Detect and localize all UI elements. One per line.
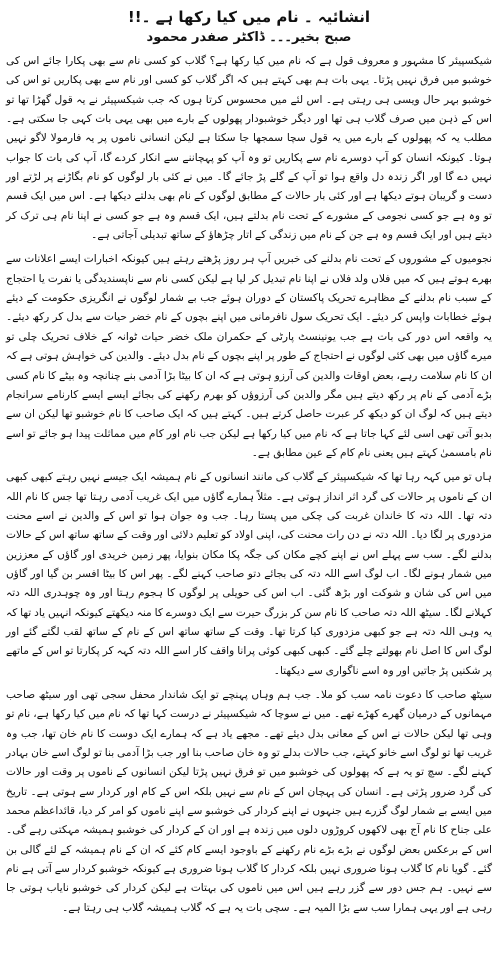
article-paragraph: سیٹھ صاحب کا دعوت نامہ سب کو ملا۔ جب ہم وہاں پہنچے تو ایک شاندار محفل سجی تھی اور سیٹھ صاحب مہمانوں کے درمیان گھرے کھڑے تھے۔ میں نے سوچا کہ شیکسپیئر نے درست کہا تھا کہ نام میں کیا رکھا ہے، نام تو وہی تھا لیکن حالات نے اس کے معانی بدل دیئے تھے۔ مجھے یاد ہے کہ ہمارے ایک دوست کا نام خان تھا، جب وہ غریب تھا تو لوگ اسے خانو کہتے، جب حالات بدلے تو وہ خان صاحب بنا اور جب بڑا آدمی بنا تو لوگ اسے خان بہادر کہنے لگے۔ سچ تو یہ ہے کہ پھولوں کی خوشبو میں تو فرق نہیں پڑتا لیکن انسانوں کے ناموں پر وقت اور حالات کی گرد ضرور پڑتی ہے۔ انسان کی پہچان اس کے نام سے نہیں بلکہ اس کے کام اور کردار سے ہوتی ہے۔ تاریخ میں ایسے بے شمار لوگ گزرے ہیں جنہوں نے اپنے کردار کی خوشبو سے اپنے ناموں کو امر کر دیا، قائداعظم محمد علی جناح کا نام آج بھی لاکھوں کروڑوں دلوں میں زندہ ہے اور ان کے کردار کی خوشبو ہمیشہ مہکتی رہے گی۔ اس کے برعکس بعض لوگوں نے بڑے بڑے نام رکھنے کے باوجود ایسے کام کئے کہ ان کے نام ہمیشہ کے لئے گالی بن گئے۔ گویا نام کا گلاب ہونا ضروری نہیں بلکہ کردار کا گلاب ہونا ضروری ہے کیونکہ خوشبو کردار سے آتی ہے نام سے نہیں۔ ہم جس دور سے گزر رہے ہیں اس میں ناموں کی بہتات ہے لیکن کردار کی خوشبو نایاب ہوتی جا رہی ہے اور یہی ہمارا سب سے بڑا المیہ ہے۔ سچی بات یہ ہے کہ گلاب ہمیشہ گلاب ہی رہتا ہے۔ <box>6 689 492 914</box>
article-byline: صبح بخیر۔۔۔ ڈاکٹر صفدر محمود <box>146 30 352 45</box>
article-paragraph: نجومیوں کے مشوروں کے تحت نام بدلنے کی خبریں آپ ہر روز پڑھتے رہتے ہیں کیونکہ اخبارات ایسے اعلانات سے بھرے ہوتے ہیں کہ میں فلاں ولد فلاں نے اپنا نام تبدیل کر لیا ہے لیکن کسی نام سے ناپسندیدگی یا نفرت یا احتجاج کے سبب نام بدلنے کے مظاہرے تحریک پاکستان کے دوران ہوئے جب بے شمار لوگوں نے انگریزی حکومت کے دیئے ہوئے خطابات واپس کر دیئے۔ ایک تحریک سول نافرمانی میں اپنے بچوں کے نام خضر حیات سے بدل کر رکھ دیئے۔ یہ واقعہ اس دور کی بات ہے جب یونینسٹ پارٹی کے حکمران ملک خضر حیات ٹوانہ کے خلاف تحریک چلی تو میرے گاؤں میں بھی کئی لوگوں نے احتجاج کے طور پر اپنے بچوں کے نام بدل دیئے۔ والدین کی خواہش ہوتی ہے کہ ان کا نام سلامت رہے، بعض اوقات والدین کی آرزو ہوتی ہے کہ ان کا بیٹا بڑا آدمی بنے چنانچہ وہ بیٹے کا نام کسی بڑے آدمی کے نام پر رکھ دیتے ہیں مگر والدین کی آرزوؤں کو بھرم رکھنے کی بجائے ایسے ایسے کارنامے سرانجام دیتے ہیں کہ لوگ ان کو دیکھ کر عبرت حاصل کرتے ہیں۔ کہتے ہیں کہ ایک صاحب کا نام خوشبو تھا لیکن ان سے بدبو آتی تھی اسی لئے کہا جاتا ہے کہ نام میں کیا رکھا ہے لیکن جب نام اور کام میں مماثلت پیدا ہو جائے تو اسے نام بامسمیٰ کہتے ہیں یعنی نام کام کے عین مطابق ہے۔ <box>6 253 492 459</box>
article-title: انشائیہ ۔ نام میں کیا رکھا ہے ۔!! <box>127 8 371 26</box>
article-paragraph: شیکسپیئر کا مشہور و معروف قول ہے کہ نام میں کیا رکھا ہے؟ گلاب کو کسی نام سے بھی پکارا جائے اس کی خوشبو میں فرق نہیں پڑتا۔ یہی بات ہم بھی کہتے ہیں کہ اگر گلاب کو کسی اور نام سے بھی پکاریں تو اس کی خوشبو بہر حال ویسی ہی رہتی ہے۔ اس لئے میں محسوس کرتا ہوں کہ جب شیکسپیئر نے یہ قول گھڑا تھا تو اس کے ذہن میں صرف گلاب ہی تھا اور دیگر خوشبودار پھولوں کے بارے میں بھی یہی بات کہی جا سکتی ہے۔ مطلب یہ کہ پھولوں کے بارے میں یہ قول سچا سمجھا جا سکتا ہے لیکن انسانی ناموں پر یہ فارمولا لاگو نہیں ہوتا۔ کیونکہ انسان کو آپ دوسرے نام سے پکاریں تو وہ آپ کو پہچاننے سے انکار کردے گا، آپ کی بات کا جواب نہیں دے گا اور اگر زندہ دل واقع ہوا تو آپ کے گلے پڑ جائے گا۔ میں نے کئی بار لوگوں کو نام بگاڑنے پر لڑتے اور دست و گریبان ہوتے دیکھا ہے اور کئی بار حالات کے مطابق لوگوں کے نام بھی بدلتے دیکھا ہے۔ اس میں ایک قسم تو وہ ہے جو کسی نجومی کے مشورے کے تحت نام بدلتے ہیں، ایک قسم وہ ہے جو کسی نے اپنا نام ہی ترک کر دیتے ہیں اور ایک قسم وہ ہے جن کے نام میں زندگی کے اتار چڑھاؤ کے ساتھ تبدیلی آجاتی ہے۔ <box>6 55 492 242</box>
article-paragraph: ہاں تو میں کہہ رہا تھا کہ شیکسپیئر کے گلاب کی مانند انسانوں کے نام ہمیشہ ایک جیسے نہیں رہتے کبھی کبھی ان کے ناموں پر حالات کی گرد اثر انداز ہوتی ہے۔ مثلاً ہمارے گاؤں میں ایک غریب آدمی رہتا تھا جس کا نام اللہ دتہ تھا۔ اللہ دتہ کا خاندان غربت کی چکی میں پستا رہا۔ جب وہ جوان ہوا تو اس کے والدین نے اسے محنت مزدوری پر لگا دیا۔ اللہ دتہ نے دن رات محنت کی، اپنی اولاد کو تعلیم دلائی اور وقت کے ساتھ ساتھ اس کے حالات بدلنے لگے۔ سب سے پہلے اس نے اپنے کچے مکان کی جگہ پکا مکان بنوایا، پھر زمین خریدی اور گاؤں کے معززین میں شمار ہونے لگا۔ اب لوگ اسے اللہ دتہ کی بجائے دتو صاحب کہنے لگے۔ پھر اس کا بیٹا افسر بن گیا اور گاؤں میں اس کی شان و شوکت اور بڑھ گئی۔ اب اس کی حویلی پر لوگوں کا ہجوم رہتا اور وہ چوہدری اللہ دتہ کہلانے لگا۔ سیٹھ اللہ دتہ صاحب کا نام سن کر بزرگ حیرت سے ایک دوسرے کا منہ دیکھتے کیونکہ انہیں یاد تھا کہ یہ وہی اللہ دتہ ہے جو کبھی مزدوری کیا کرتا تھا۔ وقت کے ساتھ ساتھ اس کے نام کے ساتھ لقب لگتے گئے اور لوگ اس کا اصل نام بھولتے چلے گئے۔ کبھی کبھی کوئی پرانا واقف کار اسے اللہ دتہ کہہ کر پکارتا تو اس کے ماتھے پر شکنیں پڑ جاتیں اور وہ اسے ناگواری سے دیکھتا۔ <box>6 471 492 677</box>
